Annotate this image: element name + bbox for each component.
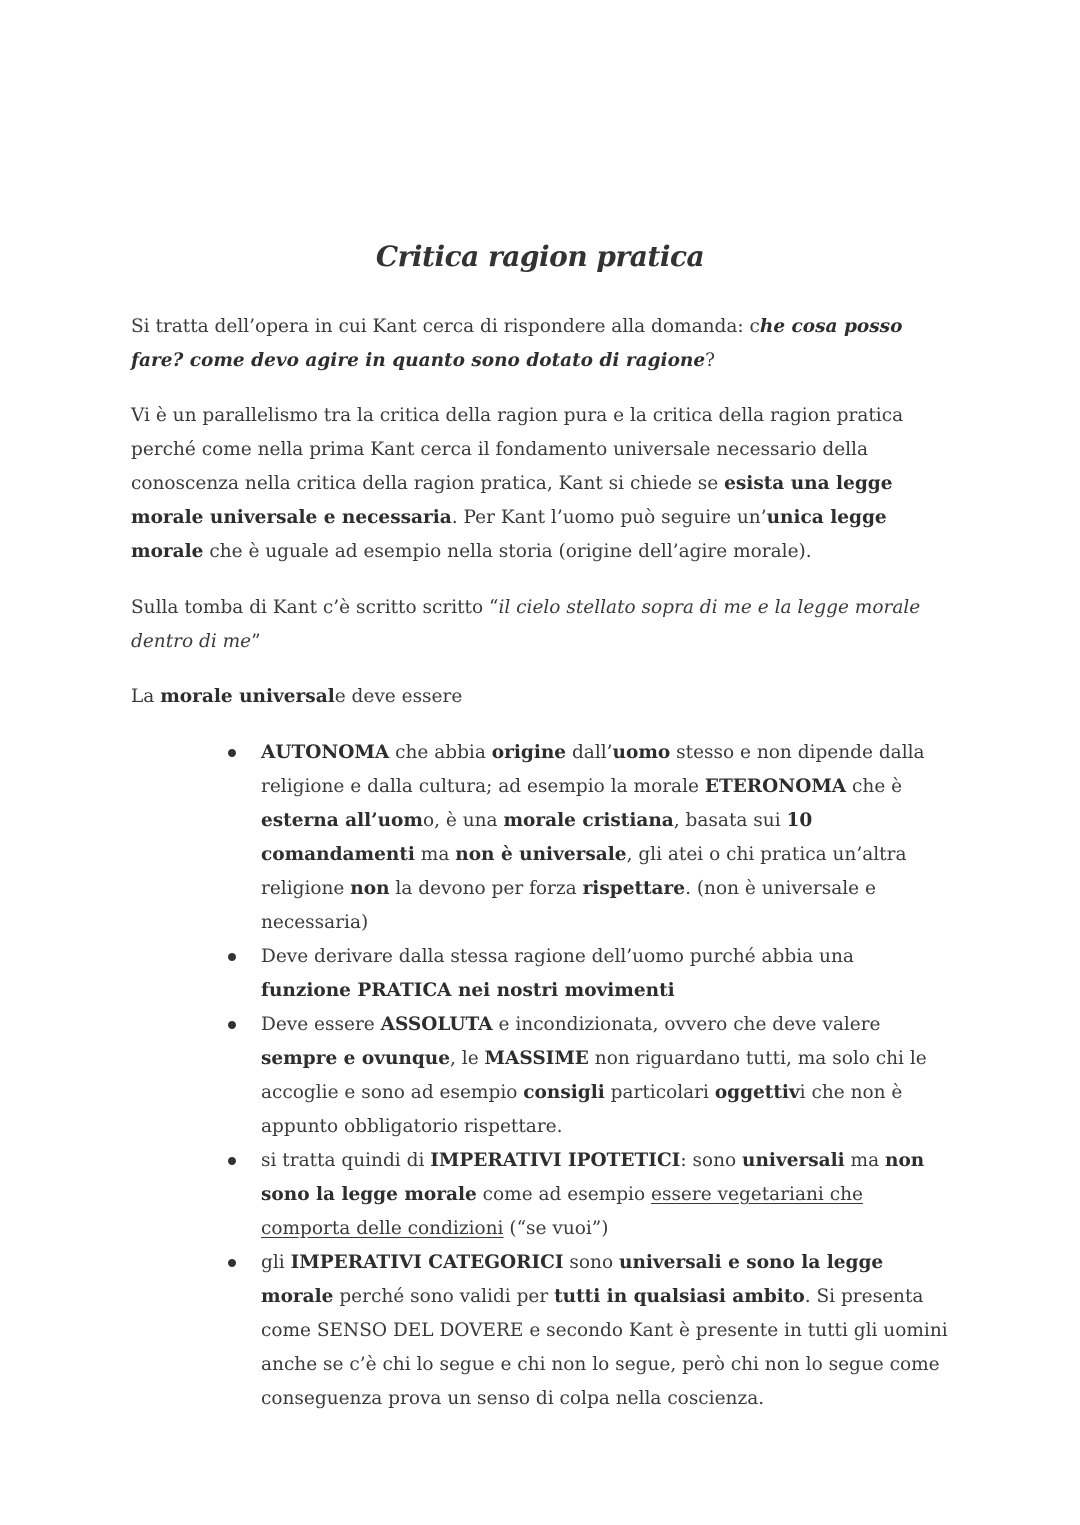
bullet-list [228,736,948,1416]
list-item-imperativi-ipotetici: si tratta quindi di IMPERATIVI IPOTETICI: sono universali ma non sono la legge morale come ad esempio essere vegetariani che comporta delle condizioni (“se vuoi”) [228,1144,948,1246]
text-run: ” [251,631,261,652]
text-run: . Per Kant l’uomo può seguire un’ [451,507,767,528]
paragraph-universal-moral [131,680,951,714]
text-run: La [131,686,161,707]
paragraph-parallelism [131,399,951,569]
page-title: Critica ragion pratica [375,240,705,273]
bold-text: morale universal [160,686,335,707]
list-item-imperativi-categorici: gli IMPERATIVI CATEGORICI sono universali e sono la legge morale perché sono validi per tutti in qualsiasi ambito. Si presenta come SENSO DEL DOVERE e secondo Kant è presente in tutti gli uomini anche se c’è chi lo segue e chi non lo segue, però chi non lo segue come conseguenza prova un senso di colpa nella coscienza. [228,1246,948,1416]
bold-text: unica legge morale [131,507,887,562]
text-run: Si tratta dell’opera in cui Kant cerca di rispondere alla domanda: c [131,316,760,337]
paragraph-intro [131,310,951,378]
text-run: ? [705,350,716,371]
bullet-icon [228,953,236,961]
text-run: Sulla tomba di Kant c’è scritto scritto “ [131,597,499,618]
bold-text: esista una legge morale universale e necessaria [131,473,893,528]
bullet-icon [228,1157,236,1165]
question-text: he cosa posso fare? come devo agire in quanto sono dotato di ragione [131,316,903,371]
bullet-icon [228,1021,236,1029]
text-run: Vi è un parallelismo tra la critica della ragion pura e la critica della ragion pratica perché come nella prima Kant cerca il fondamento universale necessario della conoscenza nella critica della ragion pratica, Kant si chiede se [131,405,904,494]
paragraph-tomb-quote [131,591,951,659]
quote-text: il cielo stellato sopra di me e la legge morale dentro di me [131,597,921,652]
list-item-autonoma: AUTONOMA che abbia origine dall’uomo stesso e non dipende dalla religione e dalla cultura; ad esempio la morale ETERONOMA che è esterna all’uomo, è una morale cristiana, basata sui 10 comandamenti ma non è universale, gli atei o chi pratica un’altra religione non la devono per forza rispettare. (non è universale e necessaria) [228,736,948,940]
list-item-assoluta: Deve essere ASSOLUTA e incondizionata, ovvero che deve valere sempre e ovunque, le MASSIME non riguardano tutti, ma solo chi le accoglie e sono ad esempio consigli particolari oggettivi che non è appunto obbligatorio rispettare. [228,1008,948,1144]
bullet-icon [228,749,236,757]
text-run: che è uguale ad esempio nella storia (origine dell’agire morale). [203,541,812,562]
bullet-icon [228,1259,236,1267]
list-item-ragione: Deve derivare dalla stessa ragione dell’uomo purché abbia una funzione PRATICA nei nostri movimenti [228,940,948,1008]
text-run: e deve essere [334,686,463,707]
